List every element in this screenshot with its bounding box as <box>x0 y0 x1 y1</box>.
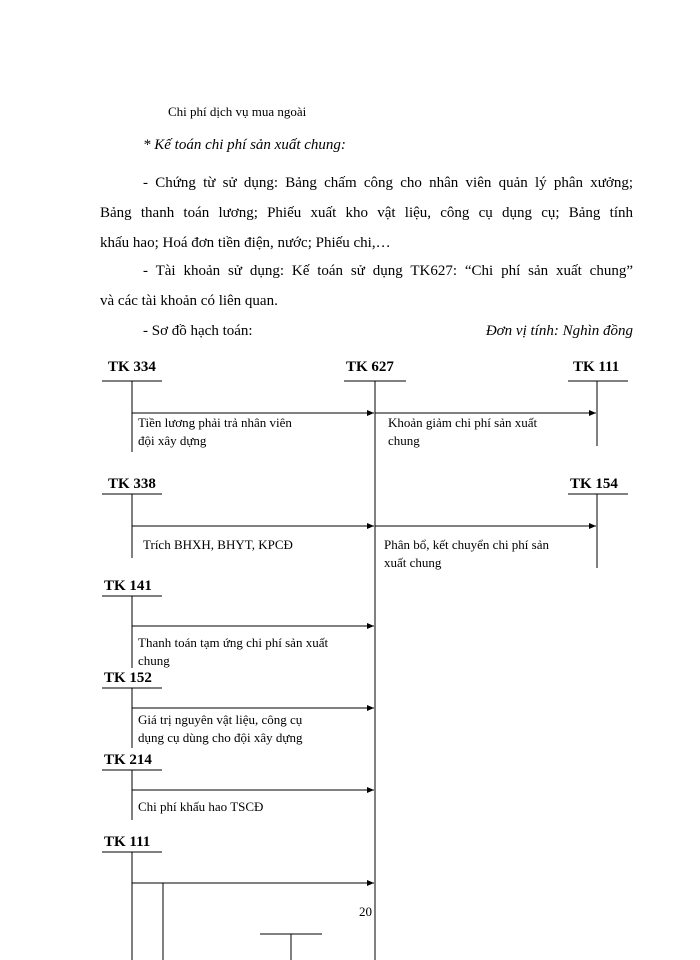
entry-salary-line-1: Tiền lương phải trả nhân viên <box>138 415 292 430</box>
entry-salary-line-2: đội xây dựng <box>138 433 207 448</box>
entry-allocation-line-1: Phân bổ, kết chuyển chi phí sản <box>384 537 549 552</box>
entry-advance-line-1: Thanh toán tạm ứng chi phí sản xuất <box>138 635 329 650</box>
entry-reduction <box>388 414 537 450</box>
account-label-tk154: TK 154 <box>570 476 618 492</box>
account-label-tk334: TK 334 <box>108 359 156 375</box>
account-label-tk338: TK 338 <box>108 476 156 492</box>
account-label-tk141: TK 141 <box>104 578 152 594</box>
entry-advance-line-2: chung <box>138 653 170 668</box>
documents-line-2: Bảng thanh toán lương; Phiếu xuất kho vật liệu, công cụ dụng cụ; Bảng tính <box>100 205 633 221</box>
entry-allocation <box>384 536 549 572</box>
account-label-tk111-right: TK 111 <box>573 359 620 375</box>
documents-line-3: khấu hao; Hoá đơn tiền điện, nước; Phiếu chi,… <box>100 235 391 251</box>
unit-note: Đơn vị tính: Nghìn đồng <box>485 323 633 339</box>
entry-insurance: Trích BHXH, BHYT, KPCĐ <box>143 537 293 552</box>
entry-materials-line-2: dụng cụ dùng cho đội xây dựng <box>138 730 303 745</box>
account-label-tk214: TK 214 <box>104 752 152 768</box>
account-label-tk627: TK 627 <box>346 359 394 375</box>
account-label-tk152: TK 152 <box>104 670 152 686</box>
entry-materials <box>138 711 302 747</box>
continuation-line: Chi phí dịch vụ mua ngoài <box>168 104 307 119</box>
documents-line-1: - Chứng từ sử dụng: Bảng chấm công cho nhân viên quản lý phân xưởng; <box>143 175 633 191</box>
section-heading: * Kế toán chi phí sản xuất chung: <box>143 137 346 153</box>
entry-depreciation: Chi phí khấu hao TSCĐ <box>138 799 264 814</box>
diagram-title: - Sơ đồ hạch toán: <box>143 323 253 339</box>
accounts-line-2: và các tài khoản có liên quan. <box>100 293 278 309</box>
account-label-tk111-left: TK 111 <box>104 834 151 850</box>
entry-reduction-line-1: Khoản giảm chi phí sản xuất <box>388 415 538 430</box>
accounts-line-1: - Tài khoản sử dụng: Kế toán sử dụng TK627: “Chi phí sản xuất chung” <box>143 263 633 279</box>
entry-allocation-line-2: xuất chung <box>384 555 442 570</box>
entry-advance <box>138 634 328 670</box>
page-number: 20 <box>359 904 372 919</box>
entry-materials-line-1: Giá trị nguyên vật liệu, công cụ <box>138 712 303 727</box>
entry-reduction-line-2: chung <box>388 433 420 448</box>
entry-salary <box>138 414 292 450</box>
